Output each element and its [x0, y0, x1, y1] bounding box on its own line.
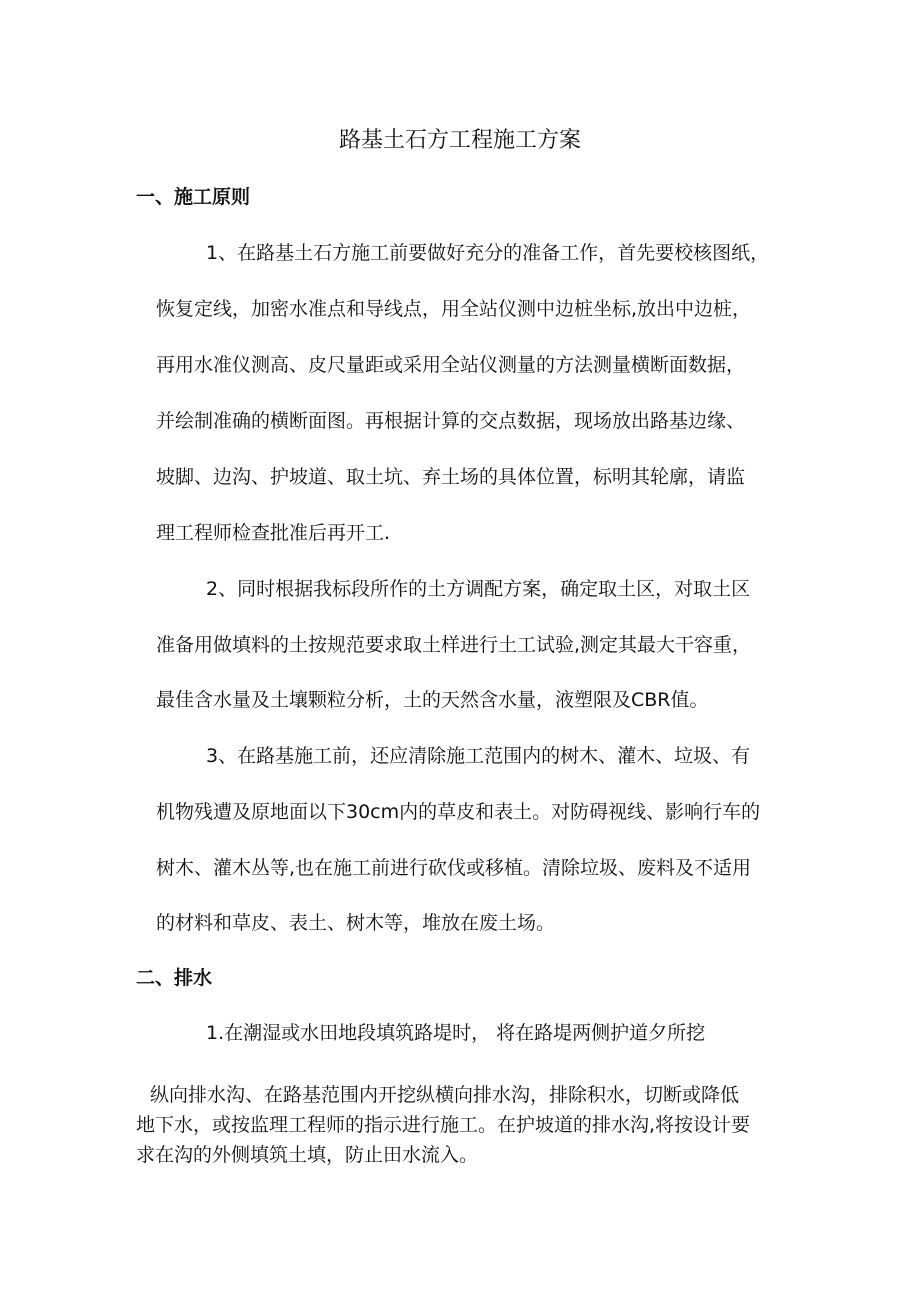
section-heading-drainage: 二、排水: [136, 967, 213, 989]
paragraph-line: 的材料和草皮、表土、树木等，堆放在废土场。: [156, 912, 556, 934]
paragraph-line: 并绘制准确的横断面图。再根据计算的交点数据，现场放出路基边缘、: [156, 410, 746, 432]
paragraph-line: 再用水准仪测高、皮尺量距或采用全站仪测量的方法测量横断面数据，: [156, 354, 746, 376]
paragraph-line: 坡脚、边沟、护坡道、取土坑、弃土场的具体位置，标明其轮廓，请监: [156, 466, 746, 488]
document-title: 路基土石方工程施工方案: [338, 128, 581, 153]
paragraph-line: 准备用做填料的土按规范要求取土样进行土工试验,测定其最大干容重，: [156, 634, 752, 656]
paragraph-line: 纵向排水沟、在路基范围内开挖纵横向排水沟，排除积水，切断或降低: [150, 1084, 740, 1106]
paragraph-line: 1.在潮湿或水田地段填筑路堤时， 将在路堤两侧护道夕所挖: [206, 1022, 706, 1044]
paragraph-line: 理工程师检查批准后再开工.: [156, 522, 391, 544]
drainage-paragraph: [136, 1080, 786, 1170]
paragraph-line: 求在沟的外侧填筑土填，防止田水流入。: [136, 1144, 479, 1166]
paragraph-line: 2、同时根据我标段所作的土方调配方案，确定取土区，对取土区: [206, 578, 751, 600]
paragraph-line: 树木、灌木丛等,也在施工前进行砍伐或移植。清除垃圾、废料及不适用: [156, 857, 752, 879]
paragraph-line: 地下水，或按监理工程师的指示进行施工。在护坡道的排水沟,将按设计要: [136, 1114, 751, 1136]
paragraph-line: 恢复定线，加密水准点和导线点，用全站仪测中边桩坐标,放出中边桩，: [156, 298, 752, 320]
paragraph-line: 3、在路基施工前，还应清除施工范围内的树木、灌木、垃圾、有: [206, 745, 751, 767]
section-heading-principles: 一、施工原则: [136, 186, 251, 208]
paragraph-line: 机物残遭及原地面以下30cm内的草皮和表土。对防碍视线、影响行车的: [156, 801, 761, 823]
paragraph-line: 1、在路基土石方施工前要做好充分的准备工作，首先要校核图纸，: [206, 242, 770, 264]
paragraph-line: 最佳含水量及土壤颗粒分析，土的天然含水量，液塑限及CBR值。: [156, 689, 709, 711]
